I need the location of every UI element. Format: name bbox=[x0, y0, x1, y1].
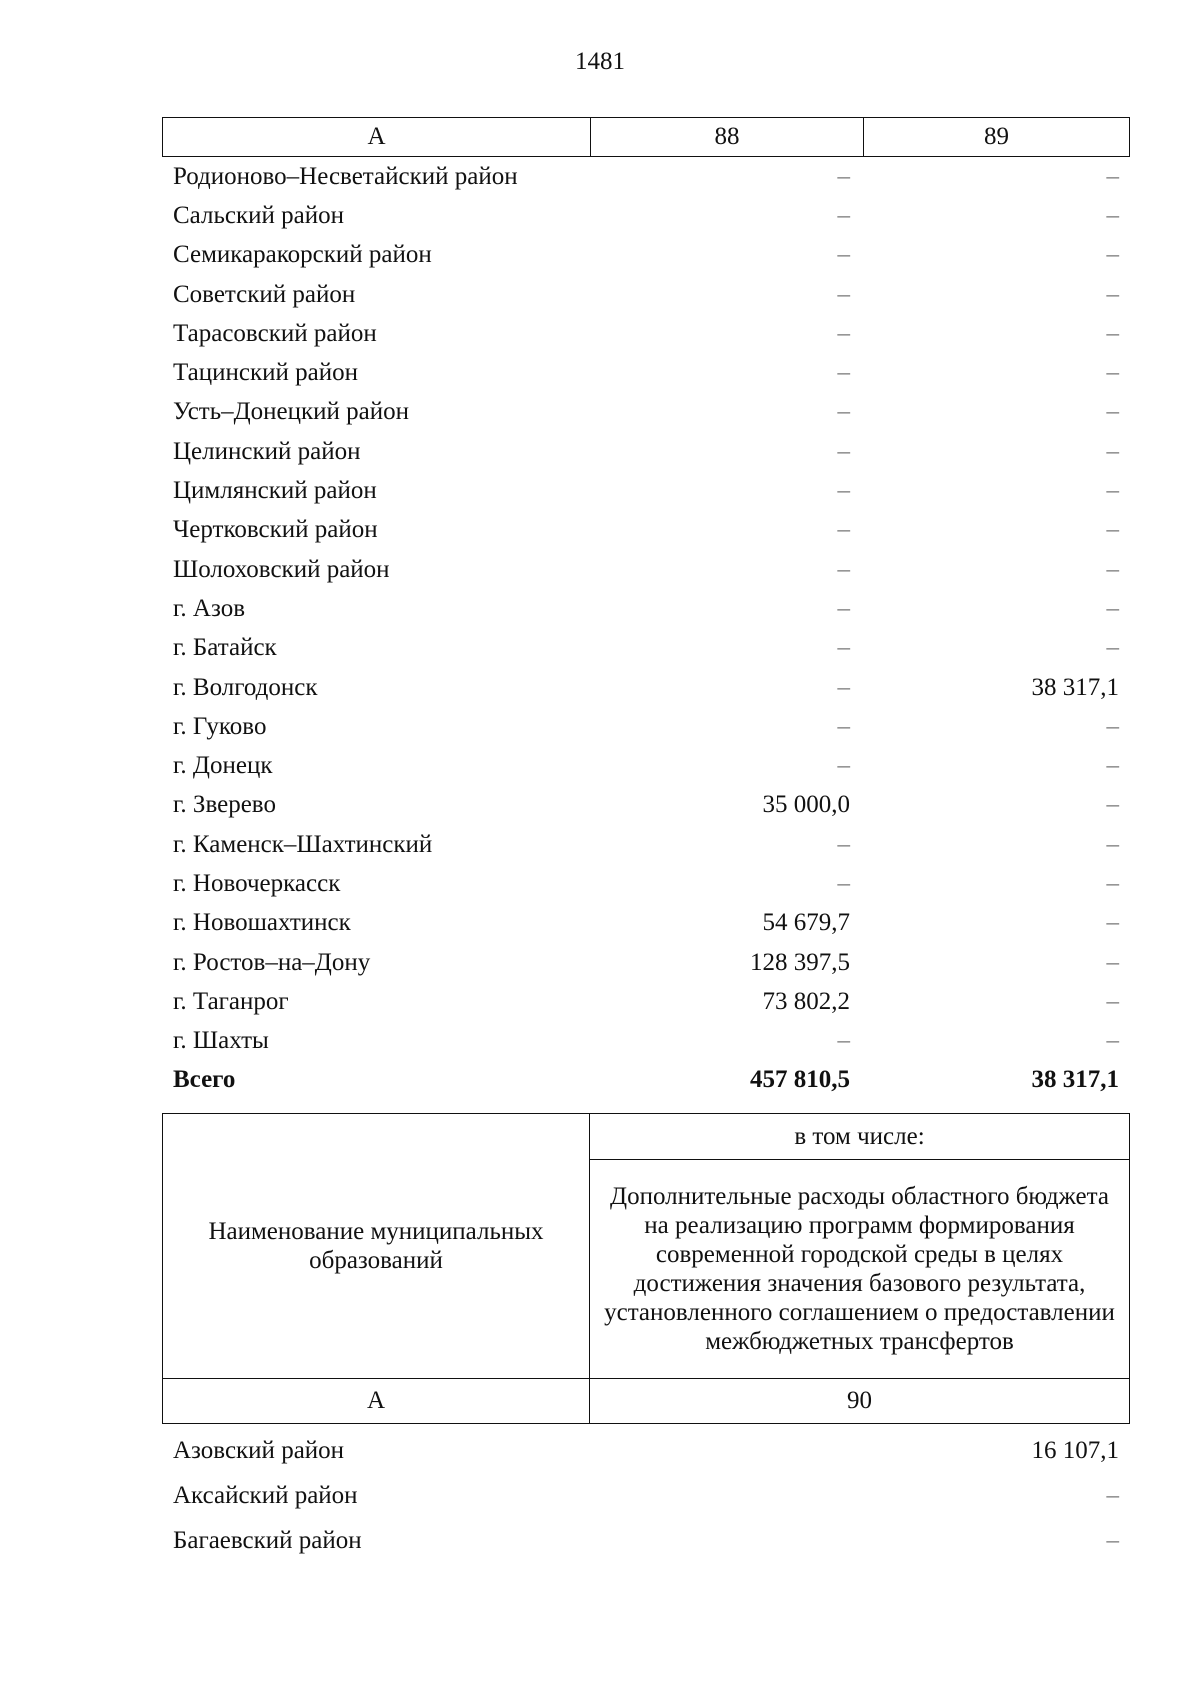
value-col-89: – bbox=[1106, 791, 1119, 819]
value-col-88: – bbox=[837, 477, 850, 505]
header-col-90: 90 bbox=[847, 1387, 872, 1414]
table-row bbox=[162, 353, 1130, 392]
municipality-name: г. Таганрог bbox=[173, 987, 289, 1015]
value-col-89: – bbox=[1106, 1027, 1119, 1055]
municipality-name: г. Гуково bbox=[173, 712, 267, 740]
value-col-88: 35 000,0 bbox=[762, 791, 850, 819]
municipality-name: г. Азов bbox=[173, 594, 246, 622]
table-row bbox=[162, 1022, 1130, 1061]
value-col-90: – bbox=[1106, 1526, 1119, 1554]
table-row bbox=[162, 707, 1130, 746]
table-row bbox=[162, 786, 1130, 825]
value-col-88: – bbox=[837, 359, 850, 387]
municipality-name: Тацинский район bbox=[173, 359, 358, 387]
value-col-89: – bbox=[1106, 830, 1119, 858]
table-row bbox=[162, 629, 1130, 668]
table-body-second bbox=[162, 1424, 1130, 1563]
table-row bbox=[162, 314, 1130, 353]
value-col-89: – bbox=[1106, 712, 1119, 740]
table-row bbox=[162, 982, 1130, 1021]
table-row bbox=[162, 746, 1130, 785]
municipality-name: Целинский район bbox=[173, 437, 361, 465]
table-body-top bbox=[162, 157, 1130, 1100]
value-col-88: – bbox=[837, 201, 850, 229]
municipality-name: г. Каменск–Шахтинский bbox=[173, 830, 433, 858]
value-col-89: 38 317,1 bbox=[1031, 673, 1119, 701]
value-col-88: – bbox=[837, 594, 850, 622]
value-col-88: – bbox=[837, 634, 850, 662]
value-col-89: – bbox=[1106, 319, 1119, 347]
table-row bbox=[162, 550, 1130, 589]
value-col-89: – bbox=[1106, 909, 1119, 937]
value-col-90: 16 107,1 bbox=[1031, 1436, 1119, 1464]
municipality-name: Азовский район bbox=[173, 1436, 345, 1464]
total-label: Всего bbox=[173, 1066, 236, 1094]
table-header-top bbox=[162, 117, 1130, 157]
municipality-name: Чертковский район bbox=[173, 516, 378, 544]
table-row bbox=[162, 943, 1130, 982]
header-col-a: А bbox=[163, 1379, 590, 1423]
value-col-88: – bbox=[837, 516, 850, 544]
value-col-88: – bbox=[837, 1027, 850, 1055]
value-col-88: – bbox=[837, 280, 850, 308]
municipality-name: Сальский район bbox=[173, 201, 344, 229]
municipality-name: Усть–Донецкий район bbox=[173, 398, 410, 426]
table-row bbox=[162, 393, 1130, 432]
value-col-90: – bbox=[1106, 1481, 1119, 1509]
value-col-89: – bbox=[1106, 555, 1119, 583]
value-col-88: – bbox=[837, 752, 850, 780]
table-row bbox=[162, 471, 1130, 510]
value-col-88: – bbox=[837, 555, 850, 583]
value-col-88: – bbox=[837, 319, 850, 347]
table-row bbox=[162, 864, 1130, 903]
municipality-name: Багаевский район bbox=[173, 1526, 362, 1554]
table-row bbox=[162, 511, 1130, 550]
value-col-89: – bbox=[1106, 516, 1119, 544]
municipality-name: Советский район bbox=[173, 280, 356, 308]
value-col-88: – bbox=[837, 869, 850, 897]
value-col-89: – bbox=[1106, 634, 1119, 662]
value-col-89: – bbox=[1106, 359, 1119, 387]
table-row bbox=[162, 904, 1130, 943]
value-col-89: – bbox=[1106, 398, 1119, 426]
table-row bbox=[162, 157, 1130, 196]
table-row bbox=[162, 589, 1130, 628]
table-row bbox=[162, 1473, 1130, 1518]
municipality-name: Шолоховский район bbox=[173, 555, 390, 583]
header-municipality: Наименование муниципальных образований bbox=[163, 1114, 590, 1378]
value-col-89: – bbox=[1106, 477, 1119, 505]
table-row bbox=[162, 236, 1130, 275]
page-number: 1481 bbox=[575, 48, 625, 75]
municipality-name: г. Новочеркасск bbox=[173, 869, 341, 897]
header-col-89: 89 bbox=[984, 123, 1009, 150]
header-numbers-row bbox=[163, 1378, 1129, 1423]
municipality-name: г. Батайск bbox=[173, 634, 277, 662]
table-row bbox=[162, 196, 1130, 235]
table-row bbox=[162, 825, 1130, 864]
value-col-89: – bbox=[1106, 752, 1119, 780]
value-col-88: – bbox=[837, 398, 850, 426]
value-col-88: – bbox=[837, 162, 850, 190]
table-row bbox=[162, 668, 1130, 707]
value-col-89: – bbox=[1106, 948, 1119, 976]
value-col-88: – bbox=[837, 673, 850, 701]
municipality-name: г. Волгодонск bbox=[173, 673, 318, 701]
municipality-name: г. Зверево bbox=[173, 791, 276, 819]
table-row bbox=[162, 432, 1130, 471]
table-row bbox=[162, 1428, 1130, 1473]
value-col-88: – bbox=[837, 712, 850, 740]
value-col-88: 128 397,5 bbox=[750, 948, 850, 976]
value-col-89: – bbox=[1106, 201, 1119, 229]
municipality-name: г. Ростов–на–Дону bbox=[173, 948, 371, 976]
total-col-88: 457 810,5 bbox=[750, 1066, 850, 1094]
municipality-name: Аксайский район bbox=[173, 1481, 358, 1509]
value-col-88: 54 679,7 bbox=[762, 909, 850, 937]
municipality-name: Цимлянский район bbox=[173, 477, 377, 505]
value-col-88: – bbox=[837, 437, 850, 465]
value-col-88: – bbox=[837, 830, 850, 858]
value-col-89: – bbox=[1106, 869, 1119, 897]
municipality-name: Тарасовский район bbox=[173, 319, 377, 347]
value-col-89: – bbox=[1106, 594, 1119, 622]
municipality-name: г. Новошахтинск bbox=[173, 909, 351, 937]
municipality-name: Семикаракорский район bbox=[173, 241, 432, 269]
municipality-name: г. Донецк bbox=[173, 752, 273, 780]
value-col-89: – bbox=[1106, 437, 1119, 465]
value-col-89: – bbox=[1106, 280, 1119, 308]
total-col-89: 38 317,1 bbox=[1031, 1066, 1119, 1094]
value-col-89: – bbox=[1106, 987, 1119, 1015]
municipality-name: г. Шахты bbox=[173, 1027, 269, 1055]
municipality-name: Родионово–Несветайский район bbox=[173, 162, 518, 190]
value-col-88: – bbox=[837, 241, 850, 269]
table-row bbox=[162, 1518, 1130, 1563]
value-col-89: – bbox=[1106, 241, 1119, 269]
header-description: Дополнительные расходы областного бюджета на реализацию программ формирования современной городской среды в целях достижения значения базового результата, установленного соглашением о предоставлении межбюджетных трансфертов bbox=[604, 1182, 1115, 1355]
value-col-89: – bbox=[1106, 162, 1119, 190]
total-row bbox=[162, 1061, 1130, 1100]
header-col-88: 88 bbox=[591, 118, 864, 156]
table-header-second bbox=[162, 1113, 1130, 1424]
header-col-a: А bbox=[163, 118, 591, 156]
header-including: в том числе: bbox=[590, 1114, 1129, 1160]
value-col-88: 73 802,2 bbox=[762, 987, 850, 1015]
table-row bbox=[162, 275, 1130, 314]
